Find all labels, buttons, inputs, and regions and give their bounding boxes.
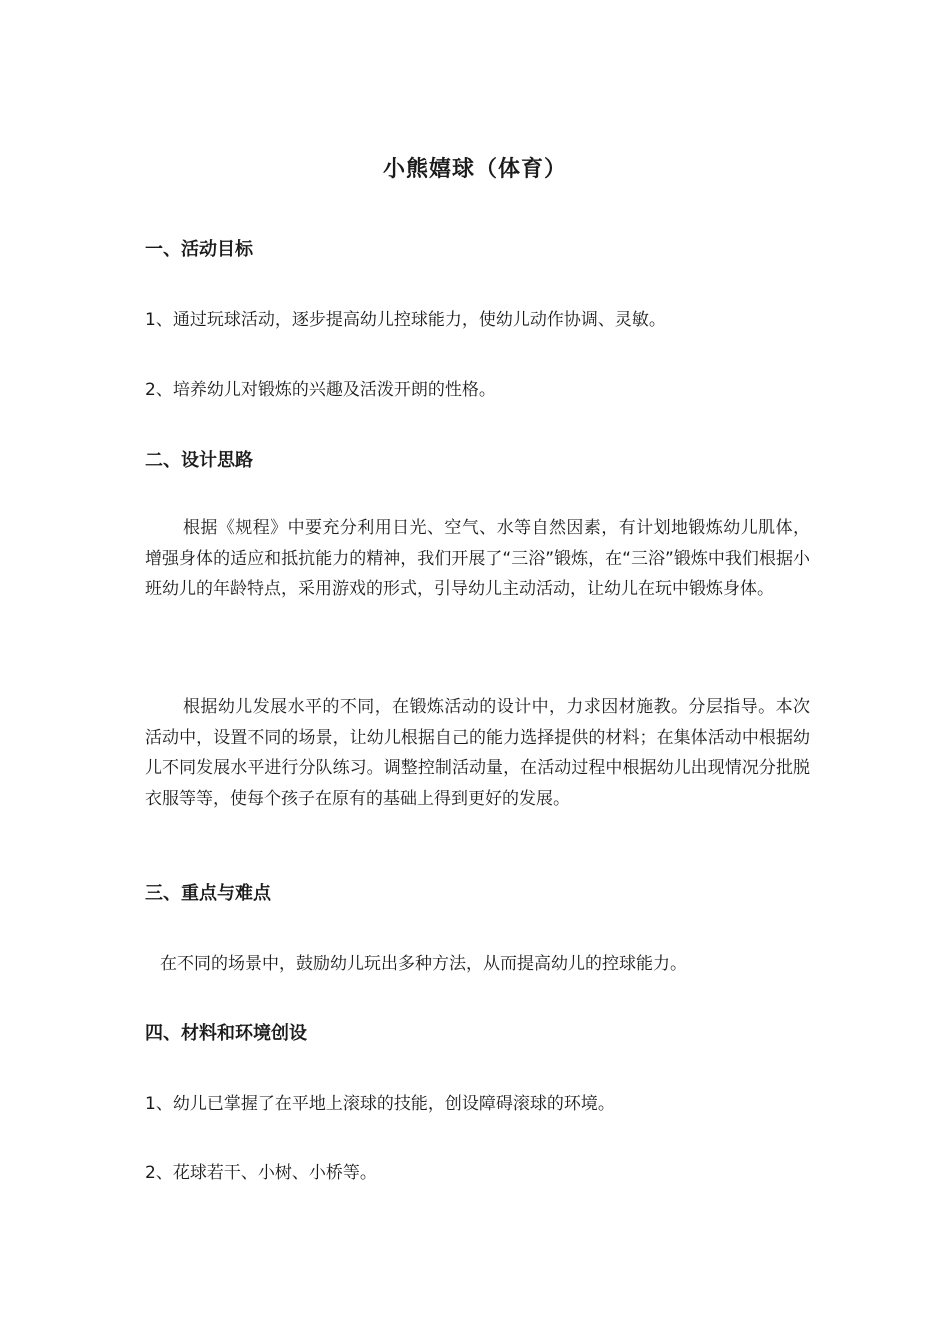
section-heading-focus: 三、重点与难点 xyxy=(145,883,271,904)
design-paragraph-1: 根据《规程》中要充分利用日光、空气、水等自然因素，有计划地锻炼幼儿肌体，增强身体的适应和抵抗能力的精神，我们开展了“三浴”锻炼，在“三浴”锻炼中我们根据小班幼儿的年龄特点，采用游戏的形式，引导幼儿主动活动，让幼儿在玩中锻炼身体。 xyxy=(145,518,810,599)
section-heading-design: 二、设计思路 xyxy=(145,450,253,471)
section-heading-goals: 一、活动目标 xyxy=(145,239,253,260)
material-item-1: 1、幼儿已掌握了在平地上滚球的技能，创设障碍滚球的环境。 xyxy=(145,1094,615,1114)
material-item-2: 2、花球若干、小树、小桥等。 xyxy=(145,1163,377,1183)
focus-text: 在不同的场景中，鼓励幼儿玩出多种方法，从而提高幼儿的控球能力。 xyxy=(160,954,687,974)
page-title: 小熊嬉球（体育） xyxy=(382,157,567,182)
section-heading-materials: 四、材料和环境创设 xyxy=(145,1023,307,1044)
goal-item-2: 2、培养幼儿对锻炼的兴趣及活泼开朗的性格。 xyxy=(145,380,496,400)
design-paragraph-2: 根据幼儿发展水平的不同，在锻炼活动的设计中，力求因材施教。分层指导。本次活动中，设置不同的场景，让幼儿根据自己的能力选择提供的材料；在集体活动中根据幼儿不同发展水平进行分队练习。调整控制活动量，在活动过程中根据幼儿出现情况分批脱衣服等等，使每个孩子在原有的基础上得到更好的发展。 xyxy=(145,697,810,809)
goal-item-1: 1、通过玩球活动，逐步提高幼儿控球能力，使幼儿动作协调、灵敏。 xyxy=(145,310,666,330)
